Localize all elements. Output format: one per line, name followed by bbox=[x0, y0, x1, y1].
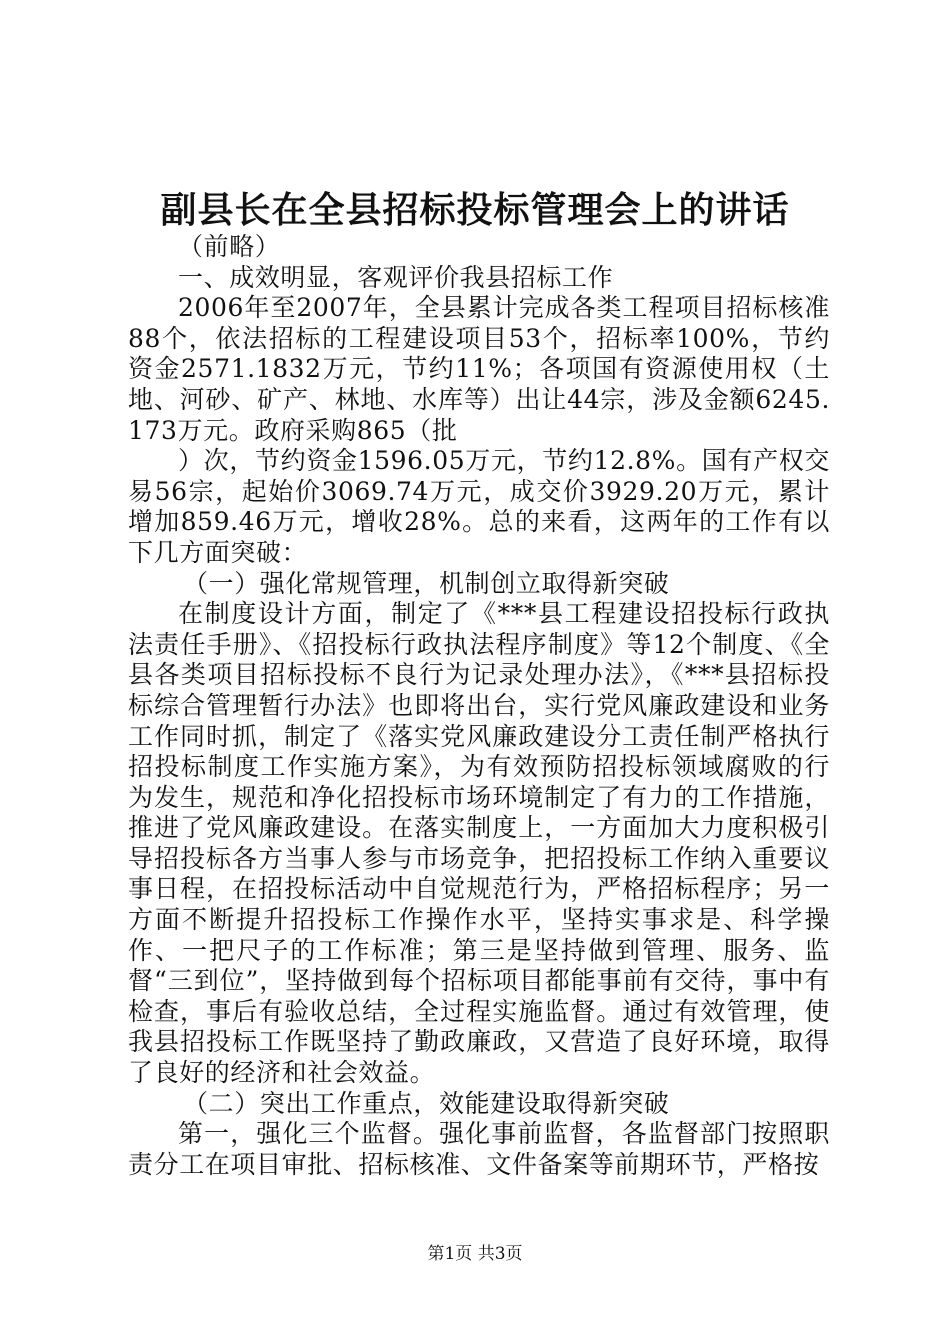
document-title: 副县长在全县招标投标管理会上的讲话 bbox=[160, 189, 790, 231]
subsection-heading-2: （二）突出工作重点，效能建设取得新突破 bbox=[183, 1088, 670, 1118]
paragraph-preface: （前略） bbox=[178, 232, 281, 261]
document-body bbox=[128, 232, 830, 1180]
paragraph-system-design: 在制度设计方面，制定了《***县工程建设招投标行政执法责任手册》、《招投标行政执法程序制度》等12个制度、《全县各类项目招标投标不良行为记录处理办法》，《***县招标投标综合管理暂行办法》也即将出台，实行党风廉政建设和业务工作同时抓，制定了《落实党风廉政建设分工责任制严格执行招投标制度工作实施方案》，为有效预防招投标领域腐败的行为发生，规范和净化招投标市场环境制定了有力的工作措施，推进了党风廉政建设。在落实制度上，一方面加大力度积极引导招投标各方当事人参与市场竞争，把招投标工作纳入重要议事日程，在招投标活动中自觉规范行为，严格招标程序；另一方面不断提升招投标工作操作水平，坚持实事求是、科学操作、一把尺子的工作标准；第三是坚持做到管理、服务、监督“三到位”，坚持做到每个招标项目都能事前有交待，事中有检查，事后有验收总结，全过程实施监督。通过有效管理，使我县招投标工作既坚持了勤政廉政，又营造了良好环境，取得了良好的经济和社会效益。 bbox=[128, 599, 830, 1088]
page-footer: 第1页 共3页 bbox=[427, 1244, 523, 1264]
paragraph-supervision: 第一，强化三个监督。强化事前监督，各监督部门按照职责分工在项目审批、招标核准、文件备案等前期环节，严格按 bbox=[128, 1119, 830, 1179]
section-heading-1: 一、成效明显，客观评价我县招标工作 bbox=[178, 262, 614, 292]
paragraph-statistics: 2006年至2007年，全县累计完成各类工程项目招标核准88个，依法招标的工程建设项目53个，招标率100%，节约资金2571.1832万元，节约11%；各项国有资源使用权（土地、河砂、矿产、林地、水库等）出让44宗，涉及金额6245.173万元。政府采购865（批 bbox=[128, 293, 830, 445]
subsection-heading-1: （一）强化常规管理，机制创立取得新突破 bbox=[183, 568, 670, 598]
paragraph-statistics-continued: ）次，节约资金1596.05万元，节约12.8%。国有产权交易56宗，起始价3069.74万元，成交价3929.20万元，累计增加859.46万元，增收28%。总的来看，这两年的工作有以下几方面突破： bbox=[128, 446, 830, 567]
